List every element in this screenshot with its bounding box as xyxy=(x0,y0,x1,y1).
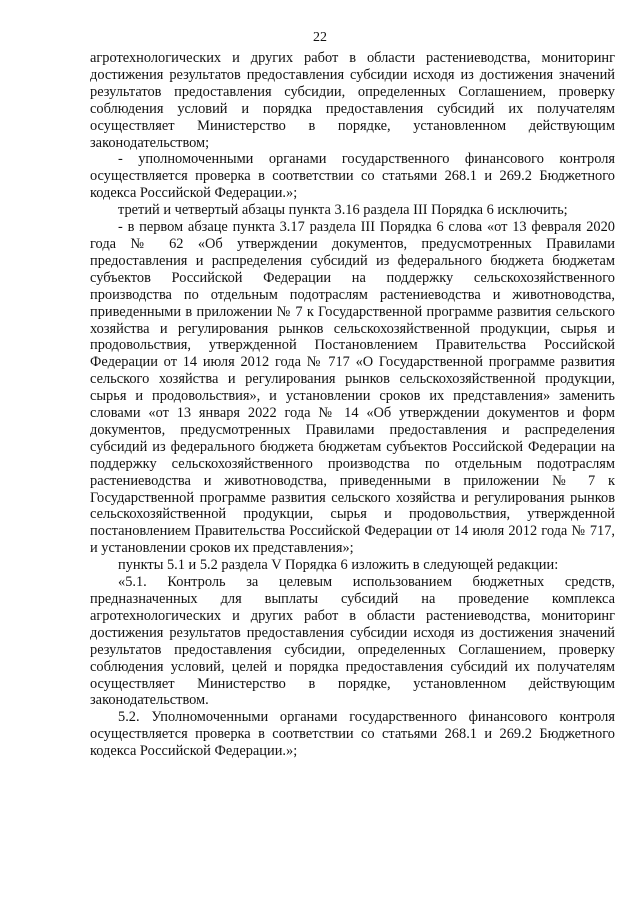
paragraph-clause-5-2: 5.2. Уполномоченными органами государственного финансового контроля осуществляется проверка в соответствии со статьями 268.1 и 269.2 Бюджетного кодекса Российской Федерации.»; xyxy=(90,709,615,760)
paragraph-new-edition: пункты 5.1 и 5.2 раздела V Порядка 6 изложить в следующей редакции: xyxy=(118,557,559,574)
paragraph-exclusion: третий и четвертый абзацы пункта 3.16 раздела III Порядка 6 исключить; xyxy=(118,202,568,219)
paragraph-clause-5-1: «5.1. Контроль за целевым использованием бюджетных средств, предназначенных для выплаты субсидий на проведение комплекса агротехнологических и других работ в области растениеводства, мониторинг достижения результатов предоставления субсидии исходя из достижения значений результатов предоставления субсидии, определенных Соглашением, проверку соблюдения условий, целей и порядка предоставления субсидий их получателям осуществляет Министерство в порядке, установленном действующим законодательством. xyxy=(90,574,615,709)
document-body xyxy=(90,50,615,760)
paragraph-replacement: - в первом абзаце пункта 3.17 раздела III Порядка 6 слова «от 13 февраля 2020 года № 62 «Об утверждении документов, предусмотренных Правилами предоставления и распределения субсидий из федерального бюджета бюджетам субъектов Российской Федерации на поддержку сельскохозяйственного производства по отдельным подотраслям растениеводства и животноводства, приведенными в приложении № 7 к Государственной программе развития сельского хозяйства и регулирования рынков сельскохозяйственной продукции, сырья и продовольствия, утвержденной Постановлением Правительства Российской Федерации от 14 июля 2012 года № 717 «О Государственной программе развития сельского хозяйства и регулирования рынков сельскохозяйственной продукции, сырья и продовольствия», и установлении сроков их представления» заменить словами «от 13 января 2022 года № 14 «Об утверждении документов и форм документов, предусмотренных Правилами предоставления и распределения субсидий из федерального бюджета бюджетам субъектов Российской Федерации на поддержку сельскохозяйственного производства по отдельным подотраслям растениеводства и животноводства, приведенными в приложении № 7 к Государственной программе развития сельского хозяйства и регулирования рынков сельскохозяйственной продукции, сырья и продовольствия, утвержденной постановлением Правительства Российской Федерации от 14 июля 2012 года № 717, и установлении сроков их представления»; xyxy=(90,219,615,557)
paragraph-continuation: агротехнологических и других работ в области растениеводства, мониторинг достижения результатов предоставления субсидии исходя из достижения значений результатов предоставления субсидии, определенных Соглашением, проверку соблюдения условий и порядка предоставления субсидий их получателям осуществляет Министерство в порядке, установленном действующим законодательством; xyxy=(90,50,615,151)
paragraph-financial-control: - уполномоченными органами государственного финансового контроля осуществляется проверка в соответствии со статьями 268.1 и 269.2 Бюджетного кодекса Российской Федерации.»; xyxy=(90,151,615,202)
page-number: 22 xyxy=(313,30,327,45)
